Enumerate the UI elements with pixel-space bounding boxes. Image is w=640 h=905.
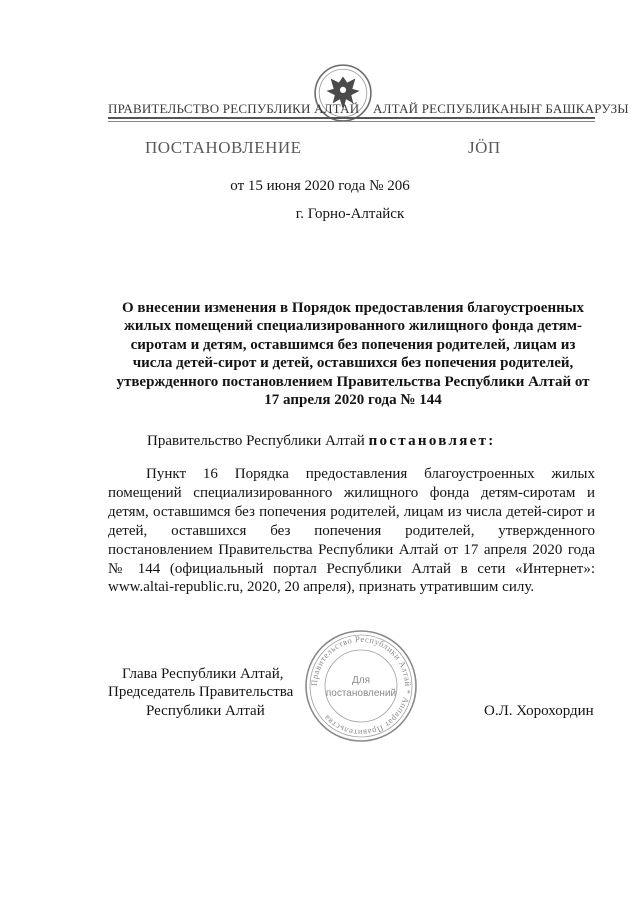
header-rule-thick [108, 117, 595, 119]
title-line: числа детей-сирот и детей, оставшихся без попечения родителей, [132, 355, 574, 372]
title-line: сиротам и детям, оставшимся без попечения родителей, лицам из [130, 336, 576, 353]
signature-position-line1: Глава Республики Алтай, [122, 666, 284, 682]
signatory-name: О.Л. Хорохордин [484, 703, 594, 719]
signature-position-line3: Республики Алтай [146, 703, 265, 719]
title-line: утвержденного постановлением Правительства Республики Алтай от [116, 373, 590, 390]
stamp-center-line2: постановлений [325, 688, 397, 699]
stamp-ring-text: Правительство Республики Алтай * Аппарат Правительства [308, 633, 414, 739]
title-line: О внесении изменения в Порядок предоставления благоустроенных [122, 300, 584, 316]
title-line: жилых помещений специализированного жилищного фонда детям- [124, 318, 582, 335]
header-government-name-altai: АЛТАЙ РЕСПУБЛИКАНЫҤ БАШКАРУЗЫ [373, 101, 629, 116]
signature-position-line2: Председатель Правительства [108, 684, 294, 700]
doc-type-ru: ПОСТАНОВЛЕНИЕ [145, 138, 302, 157]
doc-title [108, 299, 598, 409]
stamp-center-line1: Для [351, 675, 371, 686]
preamble-verb: постановляет: [368, 433, 496, 449]
preamble-text: Правительство Республики Алтай [147, 433, 369, 449]
body-paragraph: Пункт 16 Порядка предоставления благоустроенных жилых помещений специализированного жилищного фонда детям-сиротам и детям, оставшимся без попечения родителей, лицам из числа детей-сирот и детей, оставшихся без попечения родителей, утвержденного постановлением Правительства Республики Алтай от 17 апреля 2020 года № 144 (официальный портал Республики Алтай в сети «Интернет»: www.altai-republic.ru, 2020, 20 апреля), признать утратившим силу. [108, 466, 595, 596]
doc-date-number: от 15 июня 2020 года № 206 [230, 178, 410, 194]
header-rule-thin [108, 121, 595, 122]
title-line: 17 апреля 2020 года № 144 [264, 392, 442, 409]
preamble [147, 433, 496, 450]
doc-city: г. Горно-Алтайск [295, 206, 405, 222]
header-government-name-ru: ПРАВИТЕЛЬСТВО РЕСПУБЛИКИ АЛТАЙ [108, 101, 360, 116]
official-stamp-seal [303, 628, 419, 744]
doc-type-altai: JÖП [468, 138, 501, 157]
